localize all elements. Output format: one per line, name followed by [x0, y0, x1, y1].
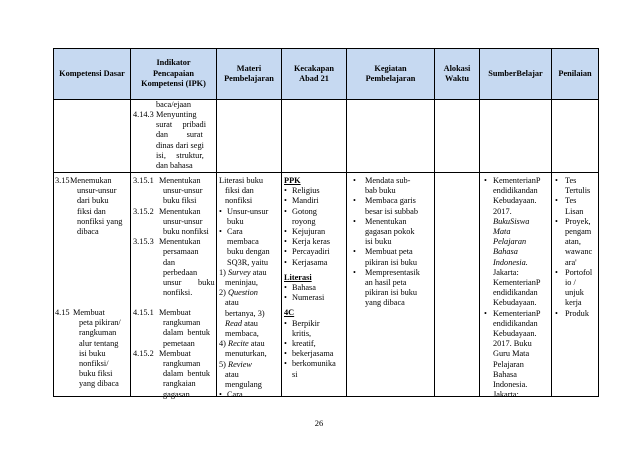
materi-line: atau: [225, 298, 239, 308]
penilaian-line: atan,: [565, 237, 581, 247]
kd-line: unsur-unsur: [77, 186, 117, 196]
ppk-item: Religius: [292, 186, 320, 196]
materi-line: Cara: [227, 227, 243, 236]
sumber-line: endidikandan: [493, 288, 538, 298]
kegiatan-cell: [347, 173, 435, 397]
header-row: [54, 49, 599, 100]
ipk-code: 4.14.3: [133, 110, 154, 119]
penilaian-line: Proyek,: [565, 216, 591, 226]
bullet-icon: •: [353, 247, 356, 257]
kecakapan-cell: [282, 173, 347, 397]
bullet-icon: •: [219, 206, 222, 216]
materi-line: Literasi buku: [219, 176, 264, 185]
sumber-line: Kebudayaan.: [493, 298, 537, 308]
materi-line: atau: [225, 369, 239, 379]
penilaian-cell: [552, 100, 599, 173]
ipk-line: Menyunting: [156, 110, 197, 119]
ipk-line: nonfiksi.: [163, 288, 193, 298]
penilaian-line: unjuk: [565, 288, 584, 298]
ipk-line: Membuat: [159, 308, 191, 317]
ipk-code: 4.15.1: [133, 308, 154, 317]
ipk-code: 3.15.1: [133, 176, 154, 185]
c4-item: kreatif,: [292, 339, 316, 348]
kegiatan-line: yang dibaca: [365, 298, 405, 308]
kd-line: alur tentang: [79, 338, 119, 348]
penilaian-line: Portofol: [565, 267, 593, 277]
kd-line: nonfiksi/: [79, 359, 109, 369]
bullet-icon: •: [284, 247, 287, 257]
materi-step: 2) Question: [219, 288, 258, 298]
ipk-line: unsur-unsur: [163, 186, 203, 196]
kegiatan-line: pikiran isi buku: [365, 257, 418, 267]
kegiatan-line: isi buku: [365, 237, 392, 247]
ppk-title: PPK: [284, 176, 301, 185]
kd-line: isi buku: [79, 348, 106, 358]
ipk-line: persamaan: [163, 247, 199, 257]
sumber-line: Bahasa: [493, 369, 517, 379]
header-alokasi: Alokasi Waktu: [435, 49, 480, 100]
bullet-icon: •: [284, 257, 287, 267]
kegiatan-line: pikiran isi buku: [365, 288, 418, 298]
ipk-line: dan surat: [156, 130, 203, 140]
bullet-icon: •: [555, 308, 558, 318]
c4-item: Berpikir: [292, 318, 320, 328]
ipk-line: unsur buku: [163, 278, 215, 287]
ipk-line: gagasan: [163, 389, 190, 399]
penilaian-line: Tes: [565, 176, 577, 185]
ipk-line: Menentukan: [159, 206, 201, 216]
sumber-line: Guru Mata: [493, 349, 530, 359]
sumber-cell: [480, 100, 552, 173]
c4-item: kritis,: [292, 328, 312, 338]
ipk-line: Membuat: [159, 348, 191, 358]
sumber-line: Mata: [493, 227, 511, 236]
bullet-icon: •: [284, 206, 287, 216]
penilaian-line: Tertulis: [565, 186, 591, 196]
penilaian-line: kerja: [565, 298, 582, 308]
c4-item: bekerjasama: [292, 349, 334, 359]
kd-line: peta pikiran/: [79, 318, 121, 328]
sumber-line: KementerianP: [493, 278, 541, 287]
sumber-line: Kebudayaan.: [493, 329, 537, 338]
sumber-line: 2017.: [493, 206, 512, 216]
sumber-line: endidikandan: [493, 318, 538, 328]
alokasi-cell: [435, 173, 480, 397]
materi-line: Unsur-unsur: [227, 206, 269, 216]
kegiatan-line: bab buku: [365, 186, 396, 196]
kegiatan-line: Menentukan: [365, 216, 407, 226]
page-number: 26: [314, 418, 324, 428]
penilaian-line: io /: [565, 278, 576, 287]
ipk-line: surat pribadi: [156, 120, 207, 130]
bullet-icon: •: [284, 186, 287, 196]
ppk-item: Kejujuran: [292, 227, 326, 236]
bullet-icon: •: [555, 216, 558, 226]
kegiatan-line: gagasan pokok: [365, 227, 415, 236]
ipk-cell: [131, 173, 217, 397]
bullet-icon: •: [353, 216, 356, 226]
ppk-item: Percayadiri: [292, 247, 330, 257]
sumber-line: Indonesia.: [493, 380, 528, 389]
bullet-icon: •: [284, 196, 287, 206]
penilaian-line: wawanc: [565, 247, 593, 257]
sumber-line: Jakarta:: [493, 267, 519, 277]
kd-code: 3.15: [55, 176, 70, 185]
materi-line: fiksi dan: [225, 186, 254, 196]
sumber-line: BukuSiswa: [493, 216, 530, 226]
ipk-line: buku fiksi: [163, 196, 197, 206]
materi-line: menuturkan,: [225, 349, 267, 359]
materi-line: SQ3R, yaitu: [227, 257, 269, 267]
kd-line: fiksi dan: [77, 206, 106, 216]
kegiatan-line: Membaca garis: [365, 196, 416, 206]
ppk-item: Mandiri: [292, 196, 319, 206]
penilaian-cell: [552, 173, 599, 397]
kd-line: dari buku: [77, 196, 109, 206]
kecakapan-cell: [282, 100, 347, 173]
bullet-icon: •: [284, 237, 287, 247]
materi-line: mengulang: [225, 380, 262, 389]
ipk-line: dalam bentuk: [163, 328, 211, 338]
alokasi-cell: [435, 100, 480, 173]
header-ipk: Indikator Pencapaian Kompetensi (IPK): [131, 49, 217, 100]
kd-line: rangkuman: [79, 328, 117, 338]
penilaian-line: ara': [565, 257, 577, 267]
sumber-line: Indonesia.: [493, 257, 528, 267]
header-materi: Materi Pembelajaran: [217, 49, 282, 100]
materi-step: Read atau: [225, 318, 258, 328]
ppk-item: royong: [292, 216, 316, 226]
kd-cell: [54, 100, 131, 173]
sumber-line: Bahasa: [493, 247, 518, 257]
kd-text: [70, 176, 122, 237]
ipk-line: unsur-unsur: [163, 216, 203, 226]
sumber-line: Pelajaran: [493, 359, 524, 369]
kd-text: [73, 308, 121, 390]
bullet-icon: •: [555, 196, 558, 206]
ipk-lines: [156, 110, 206, 171]
table-row: [54, 173, 599, 397]
penilaian-line: pengam: [565, 227, 592, 236]
sumber-line: 2017. Buku: [493, 339, 532, 349]
materi-cell: [217, 100, 282, 173]
bullet-icon: •: [484, 176, 487, 185]
c4-item: si: [292, 369, 298, 379]
kd-line: Menemukan: [70, 176, 112, 185]
ipk-line: dan: [163, 257, 175, 267]
materi-step: 1) Survey atau: [219, 267, 267, 277]
bullet-icon: •: [555, 176, 558, 185]
ppk-item: Gotong: [292, 206, 317, 216]
sumber-line: Jakarta:: [493, 390, 519, 400]
ipk-code: 3.15.3: [133, 237, 154, 247]
ipk-line: dinas dari segi: [156, 140, 204, 150]
materi-cell: [217, 173, 282, 400]
materi-line: Cara: [227, 390, 243, 400]
bullet-icon: •: [555, 267, 558, 277]
bullet-icon: •: [353, 267, 356, 277]
ipk-line: rangkuman: [163, 318, 201, 328]
ipk-code: 3.15.2: [133, 206, 154, 216]
literasi-item: Bahasa: [292, 283, 316, 292]
bullet-icon: •: [284, 359, 287, 369]
bullet-icon: •: [353, 176, 356, 185]
bullet-icon: •: [484, 308, 487, 318]
kegiatan-line: Mendata sub-: [365, 176, 411, 185]
materi-line: bertanya, 3): [225, 308, 265, 318]
ipk-code: 4.15.2: [133, 348, 154, 358]
header-sumber: SumberBelajar: [480, 49, 552, 100]
ipk-line: dalam bentuk: [163, 369, 211, 379]
rpp-table: [53, 48, 599, 400]
kegiatan-line: Mempresentasik: [365, 267, 420, 277]
materi-line: meninjau,: [225, 278, 258, 287]
ipk-line: rangkaian: [163, 379, 196, 389]
materi-line: nonfiksi: [225, 196, 253, 206]
sumber-line: Pelajaran: [493, 237, 527, 247]
kd-line: dibaca: [77, 227, 99, 237]
materi-line: membaca: [227, 237, 259, 247]
ipk-line: rangkuman: [163, 359, 201, 368]
materi-step: 5) Review: [219, 359, 252, 369]
ipk-line: Menentukan: [159, 237, 201, 247]
penilaian-line: Lisan: [565, 206, 584, 216]
header-kecakapan: Kecakapan Abad 21: [282, 49, 347, 100]
c4-title: 4C: [284, 308, 295, 318]
literasi-item: Numerasi: [292, 293, 325, 303]
ppk-item: Kerjasama: [292, 257, 328, 267]
ipk-line: isi, struktur,: [156, 150, 204, 160]
kd-line: yang dibaca: [79, 379, 119, 389]
kd-cell: [54, 173, 131, 397]
ipk-line: perbedaan: [163, 267, 198, 277]
kd-line: nonfiksi yang: [77, 216, 123, 226]
materi-line: buku dengan: [227, 247, 270, 257]
ipk-cell: [131, 100, 217, 173]
sumber-cell: [480, 173, 552, 400]
kegiatan-line: besar isi subbab: [365, 206, 418, 216]
bullet-icon: •: [284, 293, 287, 303]
sumber-line: endidikandan: [493, 186, 538, 196]
ipk-line: Menentukan: [159, 176, 201, 185]
materi-line: buku: [227, 216, 244, 226]
bullet-icon: •: [284, 318, 287, 328]
ppk-item: Kerja keras: [292, 237, 331, 247]
table-row: [54, 100, 599, 173]
kd-line: buku fiksi: [79, 369, 113, 379]
materi-line: membaca,: [225, 329, 259, 338]
penilaian-line: Tes: [565, 196, 577, 206]
sumber-line: KementerianP: [493, 308, 541, 318]
ipk-text: baca/ejaan: [156, 100, 192, 109]
bullet-icon: •: [284, 349, 287, 359]
bullet-icon: •: [353, 196, 356, 206]
ipk-line: pemetaan: [163, 338, 195, 348]
penilaian-line: Produk: [565, 308, 589, 318]
literasi-title: Literasi: [284, 272, 312, 282]
bullet-icon: •: [284, 283, 287, 292]
sumber-line: Kebudayaan.: [493, 196, 537, 206]
ipk-line: buku nonfiksi: [163, 227, 209, 236]
sumber-line: KementerianP: [493, 176, 541, 185]
header-kompetensi-dasar: Kompetensi Dasar: [54, 49, 131, 100]
header-penilaian: Penilaian: [552, 49, 599, 100]
kd-code: 4.15: [55, 308, 70, 317]
materi-step: 4) Recite atau: [219, 339, 265, 349]
kegiatan-line: Membuat peta: [365, 247, 413, 257]
bullet-icon: •: [219, 390, 222, 400]
ipk-line: dan bahasa: [156, 161, 193, 171]
bullet-icon: •: [284, 227, 287, 236]
c4-item: berkomunika: [292, 359, 336, 369]
kegiatan-cell: [347, 100, 435, 173]
bullet-icon: •: [284, 339, 287, 348]
kd-line: Membuat: [73, 308, 105, 317]
kegiatan-line: an hasil peta: [365, 278, 407, 287]
header-kegiatan: Kegiatan Pembelajaran: [347, 49, 435, 100]
bullet-icon: •: [219, 227, 222, 236]
